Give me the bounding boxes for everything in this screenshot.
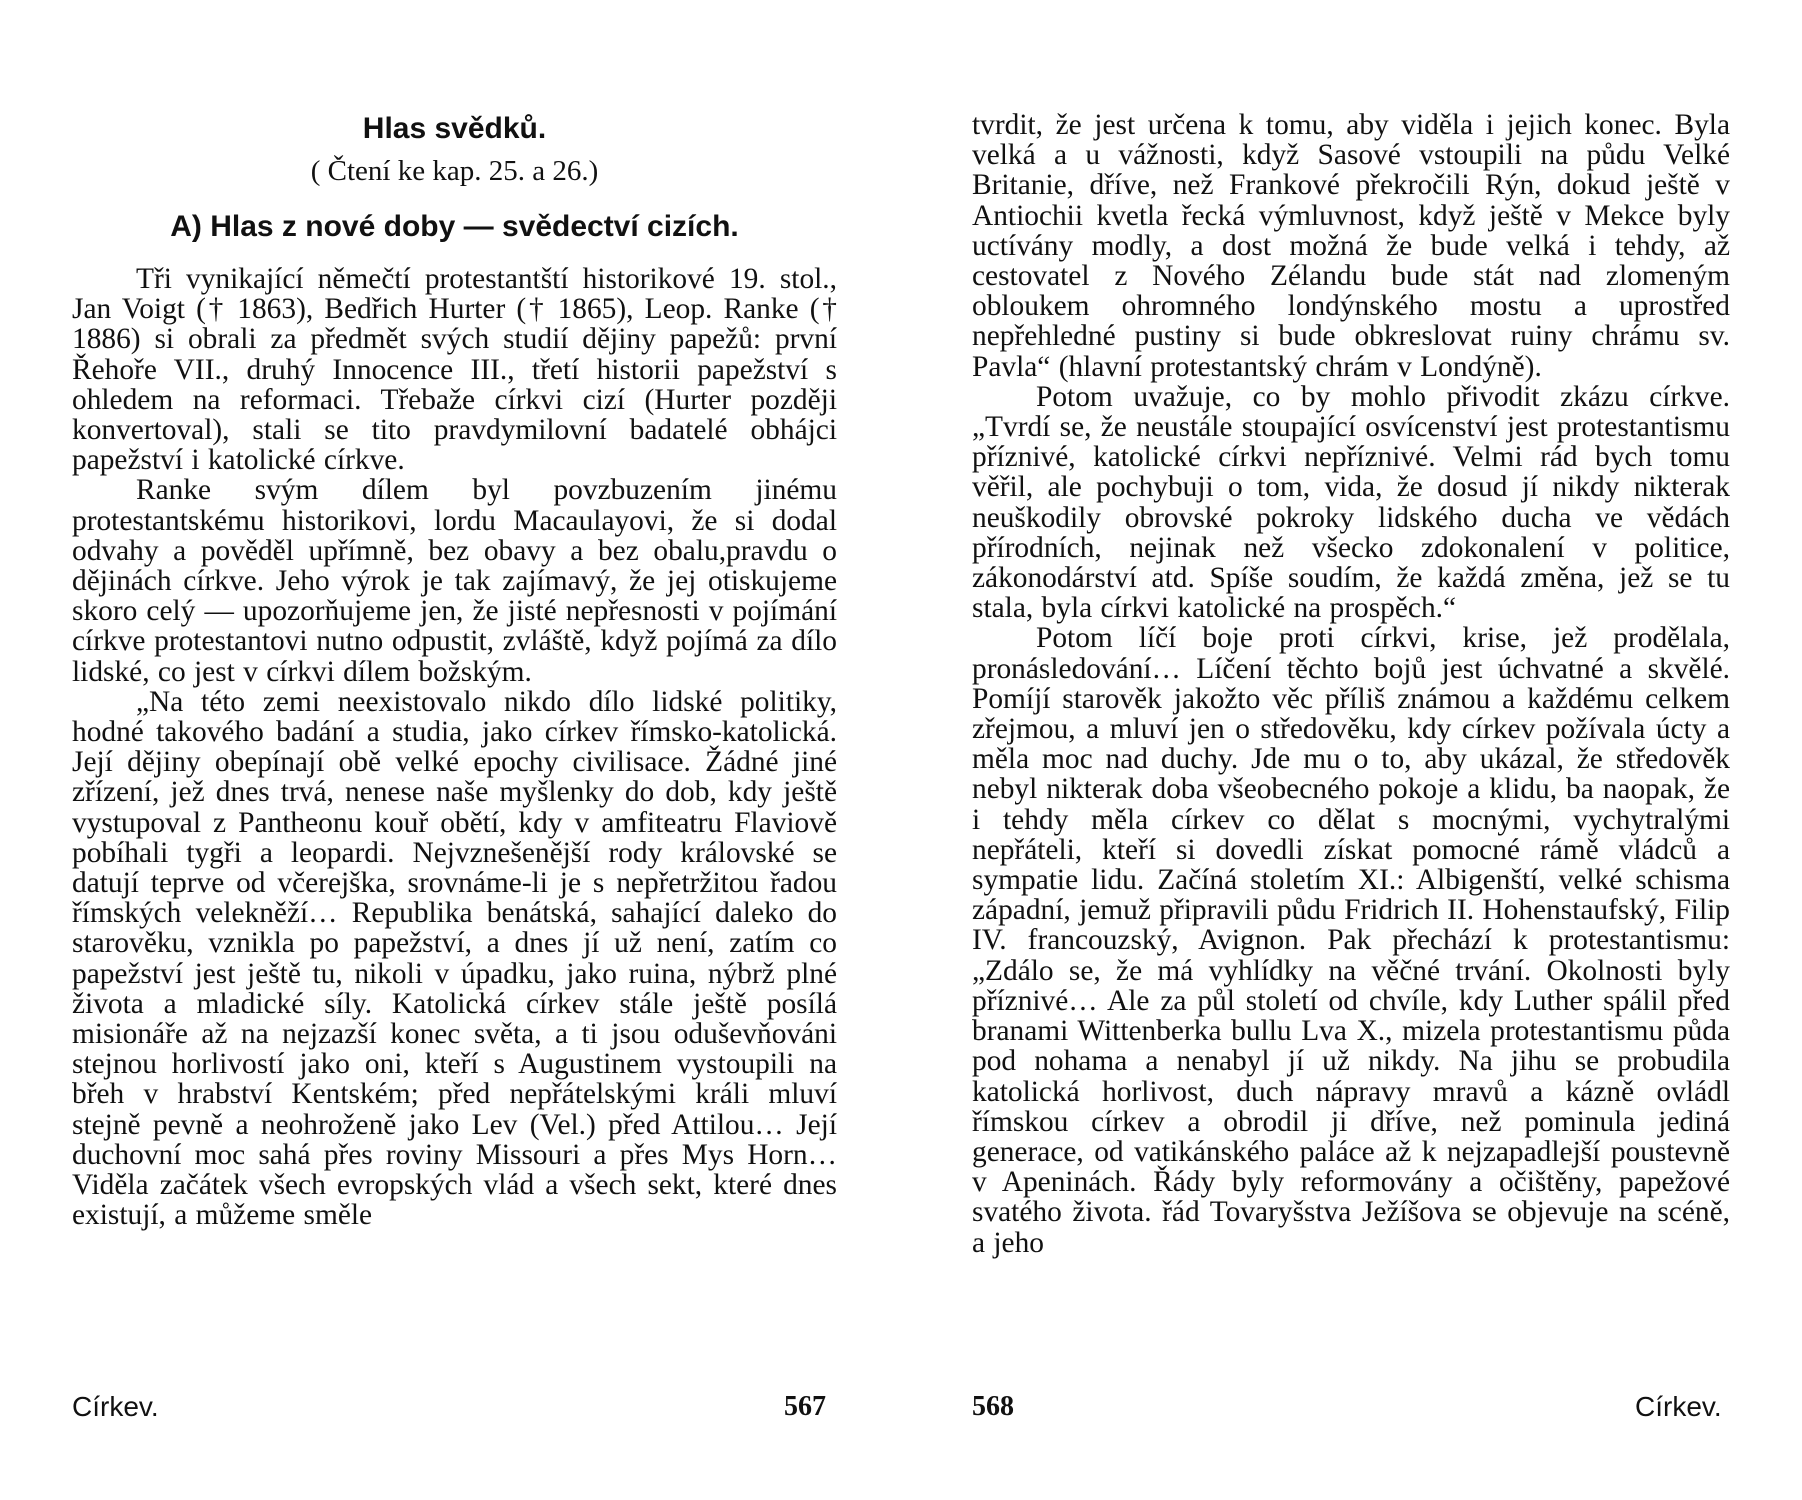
- chapter-subtitle: ( Čtení ke kap. 25. a 26.): [310, 155, 599, 187]
- chapter-title: Hlas svědků.: [362, 112, 547, 145]
- paragraph: tvrdit, že jest určena k tomu, aby viděla i jejich konec. Byla velká a u vážnosti, když Sasové vstoupili na půdu Velké Britanie, dříve, než Frankové překročili Rýn, dokud ještě v Antiochii kvetla řecká výmluvnost, když ještě v Mekce byly uctívány modly, a dost možná že bude velká i tehdy, až cestovatel z Nového Zélandu bude stát nad zlomeným obloukem ohromného londýnského mostu a uprostřed nepřehledné pustiny si bude obkreslovat ruiny chrámu sv. Pavla“ (hlavní protestantský chrám v Londýně).: [972, 109, 1730, 383]
- right-body-text: [972, 110, 1730, 1258]
- paragraph: Ranke svým dílem byl povzbuzením jinému protestantskému historikovi, lordu Macaulayovi, že si dodal odvahy a pověděl upřímně, bez obavy a bez obalu,pravdu o dějinách církve. Jeho výrok je tak zajímavý, že jej otiskujeme skoro celý — upozorňujeme jen, že jisté nepřesnosti v pojímání církve protestantovi nutno odpustit, zvláště, když pojímá za dílo lidské, co jest v církvi dílem božským.: [72, 474, 837, 688]
- left-page: [0, 0, 900, 1500]
- paragraph: Tři vynikající němečtí protestantští historikové 19. stol., Jan Voigt († 1863), Bedřich Hurter († 1865), Leop. Ranke († 1886) si obrali za předmět svých studií dějiny papežů: první Řehoře VII., druhý Innocence III., třetí historii papežství s ohledem na reformaci. Třebaže církvi cizí (Hurter později konvertoval), stali se tito pravdymilovní badatelé obhájci papežství i katolické církve.: [72, 263, 837, 477]
- footer-book-title: Církev.: [72, 1391, 159, 1422]
- right-page: [900, 0, 1802, 1500]
- page-number: 568: [972, 1391, 1014, 1422]
- left-body-text: [72, 264, 837, 1231]
- paragraph: Potom uvažuje, co by mohlo přivodit zkázu církve. „Tvrdí se, že neustále stoupající osvícenství jest protestantismu příznivé, katolické církvi nepříznivé. Velmi rád bych tomu věřil, ale pochybuji o tom, vida, že dosud jí nikdy nikterak neuškodily obrovské pokroky lidského ducha ve vědách přírodních, nejinak než všecko zdokonalení v politice, zákonodárství atd. Spíše soudím, že každá změna, jež se tu stala, byla církvi katolické na prospěch.“: [972, 380, 1730, 625]
- section-heading: A) Hlas z nové doby — svědectví cizích.: [170, 210, 739, 243]
- paragraph: „Na této zemi neexistovalo nikdo dílo lidské politiky, hodné takového badání a studia, jako církev římsko-katolická. Její dějiny obepínají obě velké epochy civilisace. Žádné jiné zřízení, jež dnes trvá, nenese naše myšlenky do dob, kdy ještě vystupoval z Pantheonu kouř obětí, kdy v amfiteatru Flaviově pobíhali tygři a leopardi. Nejvznešenější rody královské se datují teprve od včerejška, srovnáme-li je s nepřetržitou řadou římských velekněží… Republika benátská, sahající daleko do starověku, vznikla po papežství, a dnes jí už není, zatím co papežství jest ještě tu, nikoli v úpadku, jako ruina, nýbrž plné života a mladické síly. Katolická církev stále ještě posílá misionáře až na nejzazší konec světa, a ti jsou oduševňováni stejnou horlivostí jako oni, kteří s Augustinem vystoupili na břeh v hrabství Kentském; před nepřátelskými králi mluví stejně pevně a neohroženě jako Lev (Vel.) před Attilou… Její duchovní moc sahá přes roviny Missouri a přes Mys Horn… Viděla začátek všech evropských vlád a všech sekt, které dnes existují, a můžeme směle: [72, 685, 837, 1232]
- page-number: 567: [784, 1391, 826, 1422]
- footer-book-title: Církev.: [1635, 1391, 1722, 1422]
- paragraph: Potom líčí boje proti církvi, krise, jež prodělala, pronásledování… Líčení těchto bojů jest úchvatné a skvělé. Pomíjí starověk jakožto věc příliš známou a každému celkem zřejmou, a mluví jen o středověku, kdy církev požívala úcty a měla moc nad duchy. Jde mu o to, aby ukázal, že středověk nebyl nikterak doba všeobecného pokoje a klidu, ba naopak, že i tehdy měla církev co dělat s mocnými, vychytralými nepřáteli, kteří si dovedli získat pomocné rámě vládců a sympatie lidu. Začíná stoletím XI.: Albigenští, velké schisma západní, jemuž připravili půdu Fridrich II. Hohenstaufský, Filip IV. francouzský, Avignon. Pak přechází k protestantismu: „Zdálo se, že má vyhlídky na věčné trvání. Okolnosti byly příznivé… Ale za půl století od chvíle, kdy Luther spálil před branami Wittenberka bullu Lva X., mizela protestantismu půda pod nohama a nenabyl jí už nikdy. Na jihu se probudila katolická horlivost, duch nápravy mravů a kázně ovládl římskou církev a obrodil ji dříve, než pominula jediná generace, od vatikánského paláce až k nejzapadlejší poustevně v Apeninách. Řády byly reformovány a očištěny, papežové svatého života. řád Tovaryšstva Ježíšova se objevuje na scéně, a jeho: [972, 622, 1730, 1259]
